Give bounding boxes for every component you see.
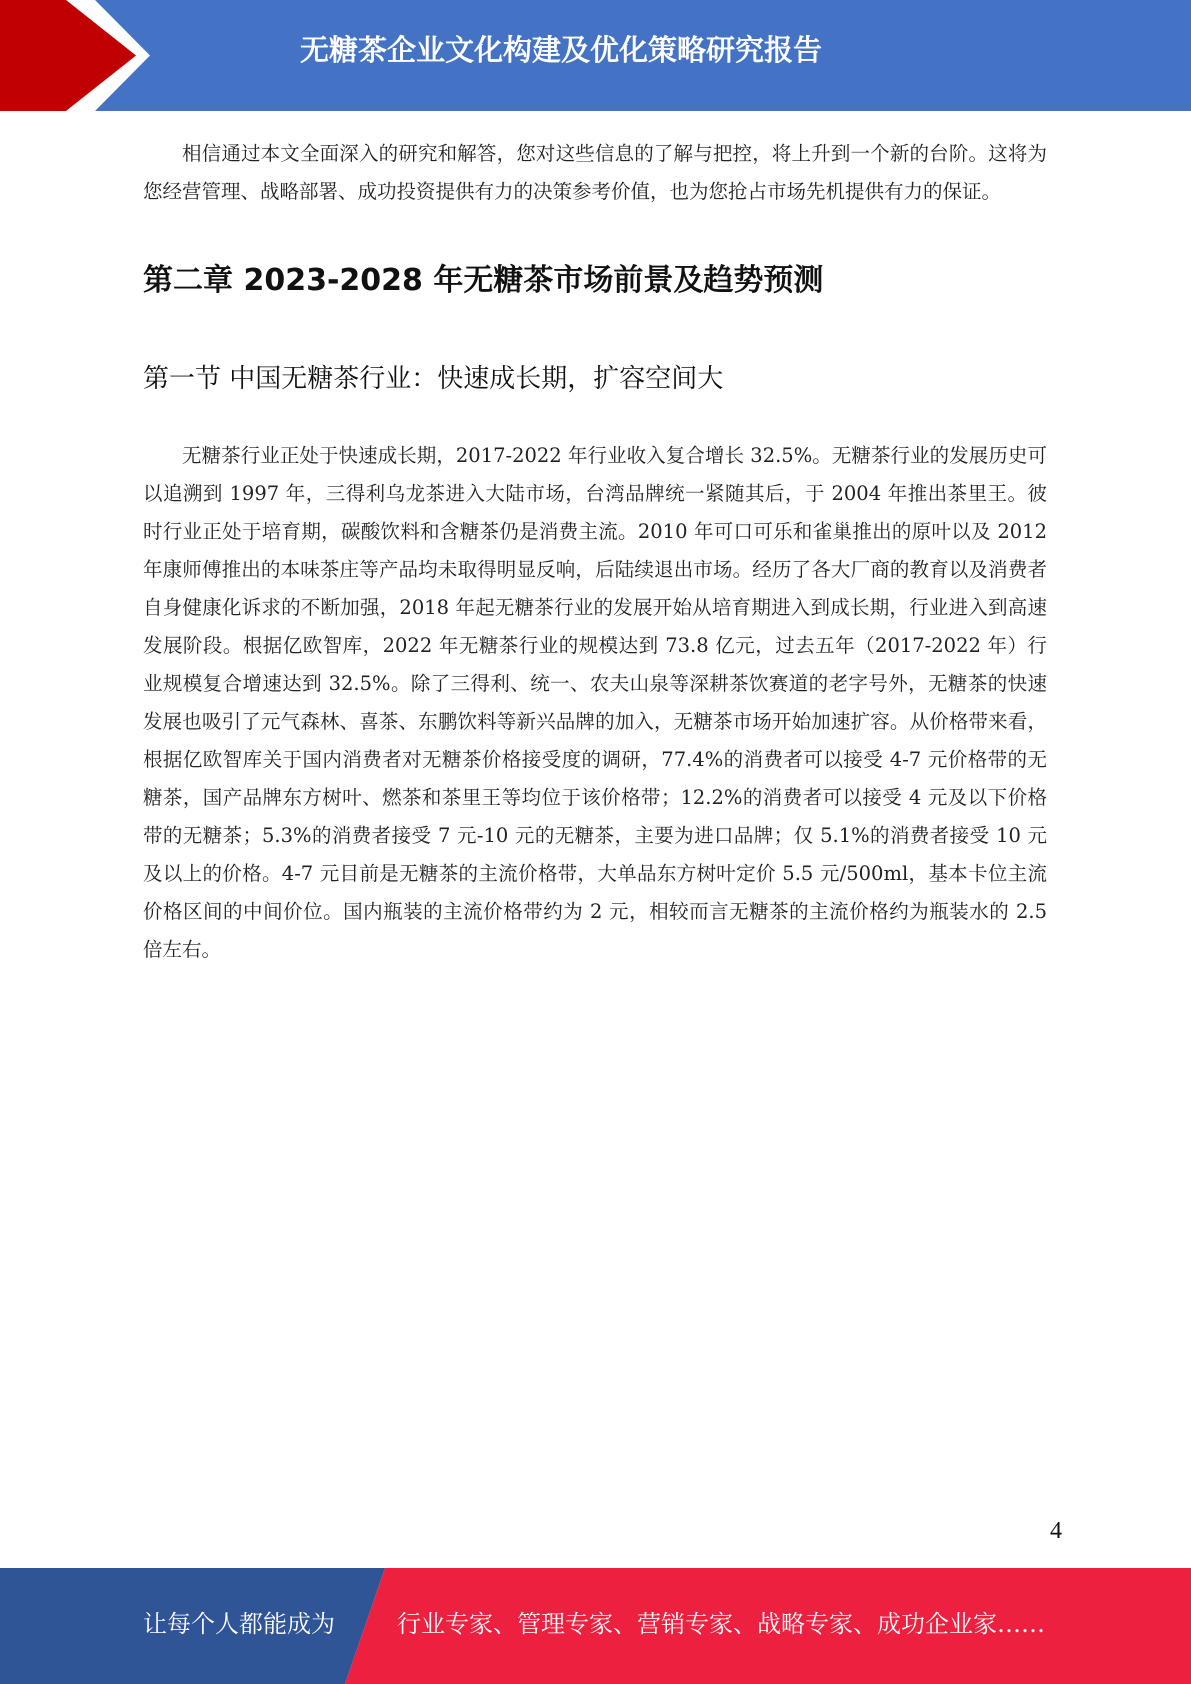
footer-slogan-left: 让每个人都能成为	[143, 1610, 335, 1638]
document-body	[143, 135, 1047, 969]
page-number: 4	[1050, 1518, 1062, 1544]
intro-paragraph: 相信通过本文全面深入的研究和解答，您对这些信息的了解与把控，将上升到一个新的台阶。这将为您经营管理、战略部署、成功投资提供有力的决策参考价值，也为您抢占市场先机提供有力的保证。	[143, 142, 1047, 203]
page-footer	[0, 1568, 1191, 1684]
section-paragraph: 无糖茶行业正处于快速成长期，2017-2022 年行业收入复合增长 32.5%。无糖茶行业的发展历史可以追溯到 1997 年，三得利乌龙茶进入大陆市场，台湾品牌统一紧随其后，于 2004 年推出茶里王。彼时行业正处于培育期，碳酸饮料和含糖茶仍是消费主流。2010 年可口可乐和雀巢推出的原叶以及 2012 年康师傅推出的本味茶庄等产品均未取得明显反响，后陆续退出市场。经历了各大厂商的教育以及消费者自身健康化诉求的不断加强，2018 年起无糖茶行业的发展开始从培育期进入到成长期，行业进入到高速发展阶段。根据亿欧智库，2022 年无糖茶行业的规模达到 73.8 亿元，过去五年（2017-2022 年）行业规模复合增速达到 32.5%。除了三得利、统一、农夫山泉等深耕茶饮赛道的老字号外，无糖茶的快速发展也吸引了元气森林、喜茶、东鹏饮料等新兴品牌的加入，无糖茶市场开始加速扩容。从价格带来看，根据亿欧智库关于国内消费者对无糖茶价格接受度的调研，77.4%的消费者可以接受 4-7 元价格带的无糖茶，国产品牌东方树叶、燃茶和茶里王等均位于该价格带；12.2%的消费者可以接受 4 元及以下价格带的无糖茶；5.3%的消费者接受 7 元-10 元的无糖茶，主要为进口品牌；仅 5.1%的消费者接受 10 元及以上的价格。4-7 元目前是无糖茶的主流价格带，大单品东方树叶定价 5.5 元/500ml，基本卡位主流价格区间的中间价位。国内瓶装的主流价格带约为 2 元，相较而言无糖茶的主流价格约为瓶装水的 2.5 倍左右。	[143, 444, 1047, 961]
section-title: 第一节 中国无糖茶行业：快速成长期，扩容空间大	[143, 364, 724, 394]
page-header	[0, 0, 1191, 111]
chapter-title: 第二章 2023-2028 年无糖茶市场前景及趋势预测	[143, 263, 824, 298]
header-title: 无糖茶企业文化构建及优化策略研究报告	[300, 33, 823, 67]
footer-slogan-right: 行业专家、管理专家、营销专家、战略专家、成功企业家……	[397, 1610, 1045, 1638]
